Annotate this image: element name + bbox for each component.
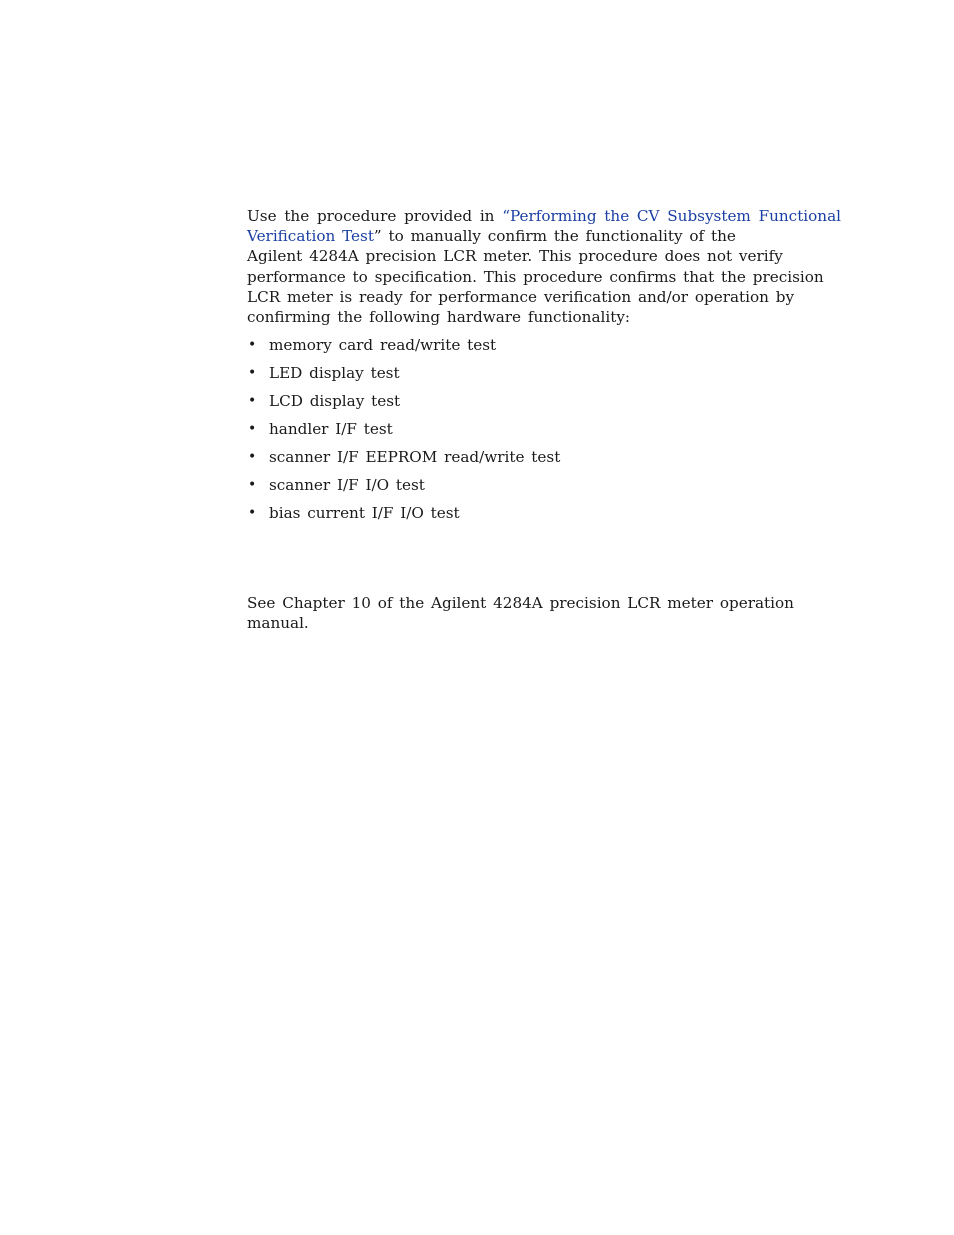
- list-item-text: LCD display test: [269, 392, 401, 411]
- intro-line-4: performance to specification. This procedure confirms that the precision: [247, 267, 824, 286]
- intro-line-2: [247, 226, 841, 246]
- bullet-icon: •: [248, 477, 257, 494]
- see-line-1: See Chapter 10 of the Agilent 4284A precision LCR meter operation: [247, 594, 794, 613]
- list-item-text: memory card read/write test: [269, 336, 497, 355]
- list-item: [247, 391, 841, 419]
- bullet-icon: •: [248, 365, 257, 382]
- list-item-text: LED display test: [269, 364, 400, 383]
- hardware-test-list: [247, 335, 841, 531]
- see-chapter-paragraph: [247, 593, 841, 633]
- list-item: [247, 475, 841, 503]
- intro-text: Use the procedure provided in: [247, 207, 503, 225]
- intro-paragraph: [247, 206, 841, 327]
- list-item-text: scanner I/F I/O test: [269, 476, 425, 495]
- list-item: [247, 335, 841, 363]
- list-item: [247, 503, 841, 531]
- list-item-text: bias current I/F I/O test: [269, 504, 460, 523]
- intro-line-3: Agilent 4284A precision LCR meter. This procedure does not verify: [247, 247, 783, 266]
- list-item: [247, 447, 841, 475]
- bullet-icon: •: [248, 393, 257, 410]
- list-item: [247, 419, 841, 447]
- intro-line-5: LCR meter is ready for performance verification and/or operation by: [247, 287, 795, 306]
- intro-line-1: [247, 206, 841, 226]
- list-item: [247, 363, 841, 391]
- see-line-2: manual.: [247, 614, 309, 633]
- list-item-text: handler I/F test: [269, 420, 393, 439]
- bullet-icon: •: [248, 505, 257, 522]
- cv-subsystem-test-link[interactable]: “Performing the CV Subsystem Functional: [502, 207, 841, 225]
- page-body: [247, 206, 841, 634]
- bullet-icon: •: [248, 449, 257, 466]
- cv-subsystem-test-link-cont[interactable]: Verification Test: [247, 227, 374, 246]
- intro-line-6: confirming the following hardware functionality:: [247, 308, 631, 327]
- intro-text: ” to manually confirm the functionality of the: [373, 227, 736, 246]
- bullet-icon: •: [248, 337, 257, 354]
- bullet-icon: •: [248, 421, 257, 438]
- list-item-text: scanner I/F EEPROM read/write test: [269, 448, 561, 467]
